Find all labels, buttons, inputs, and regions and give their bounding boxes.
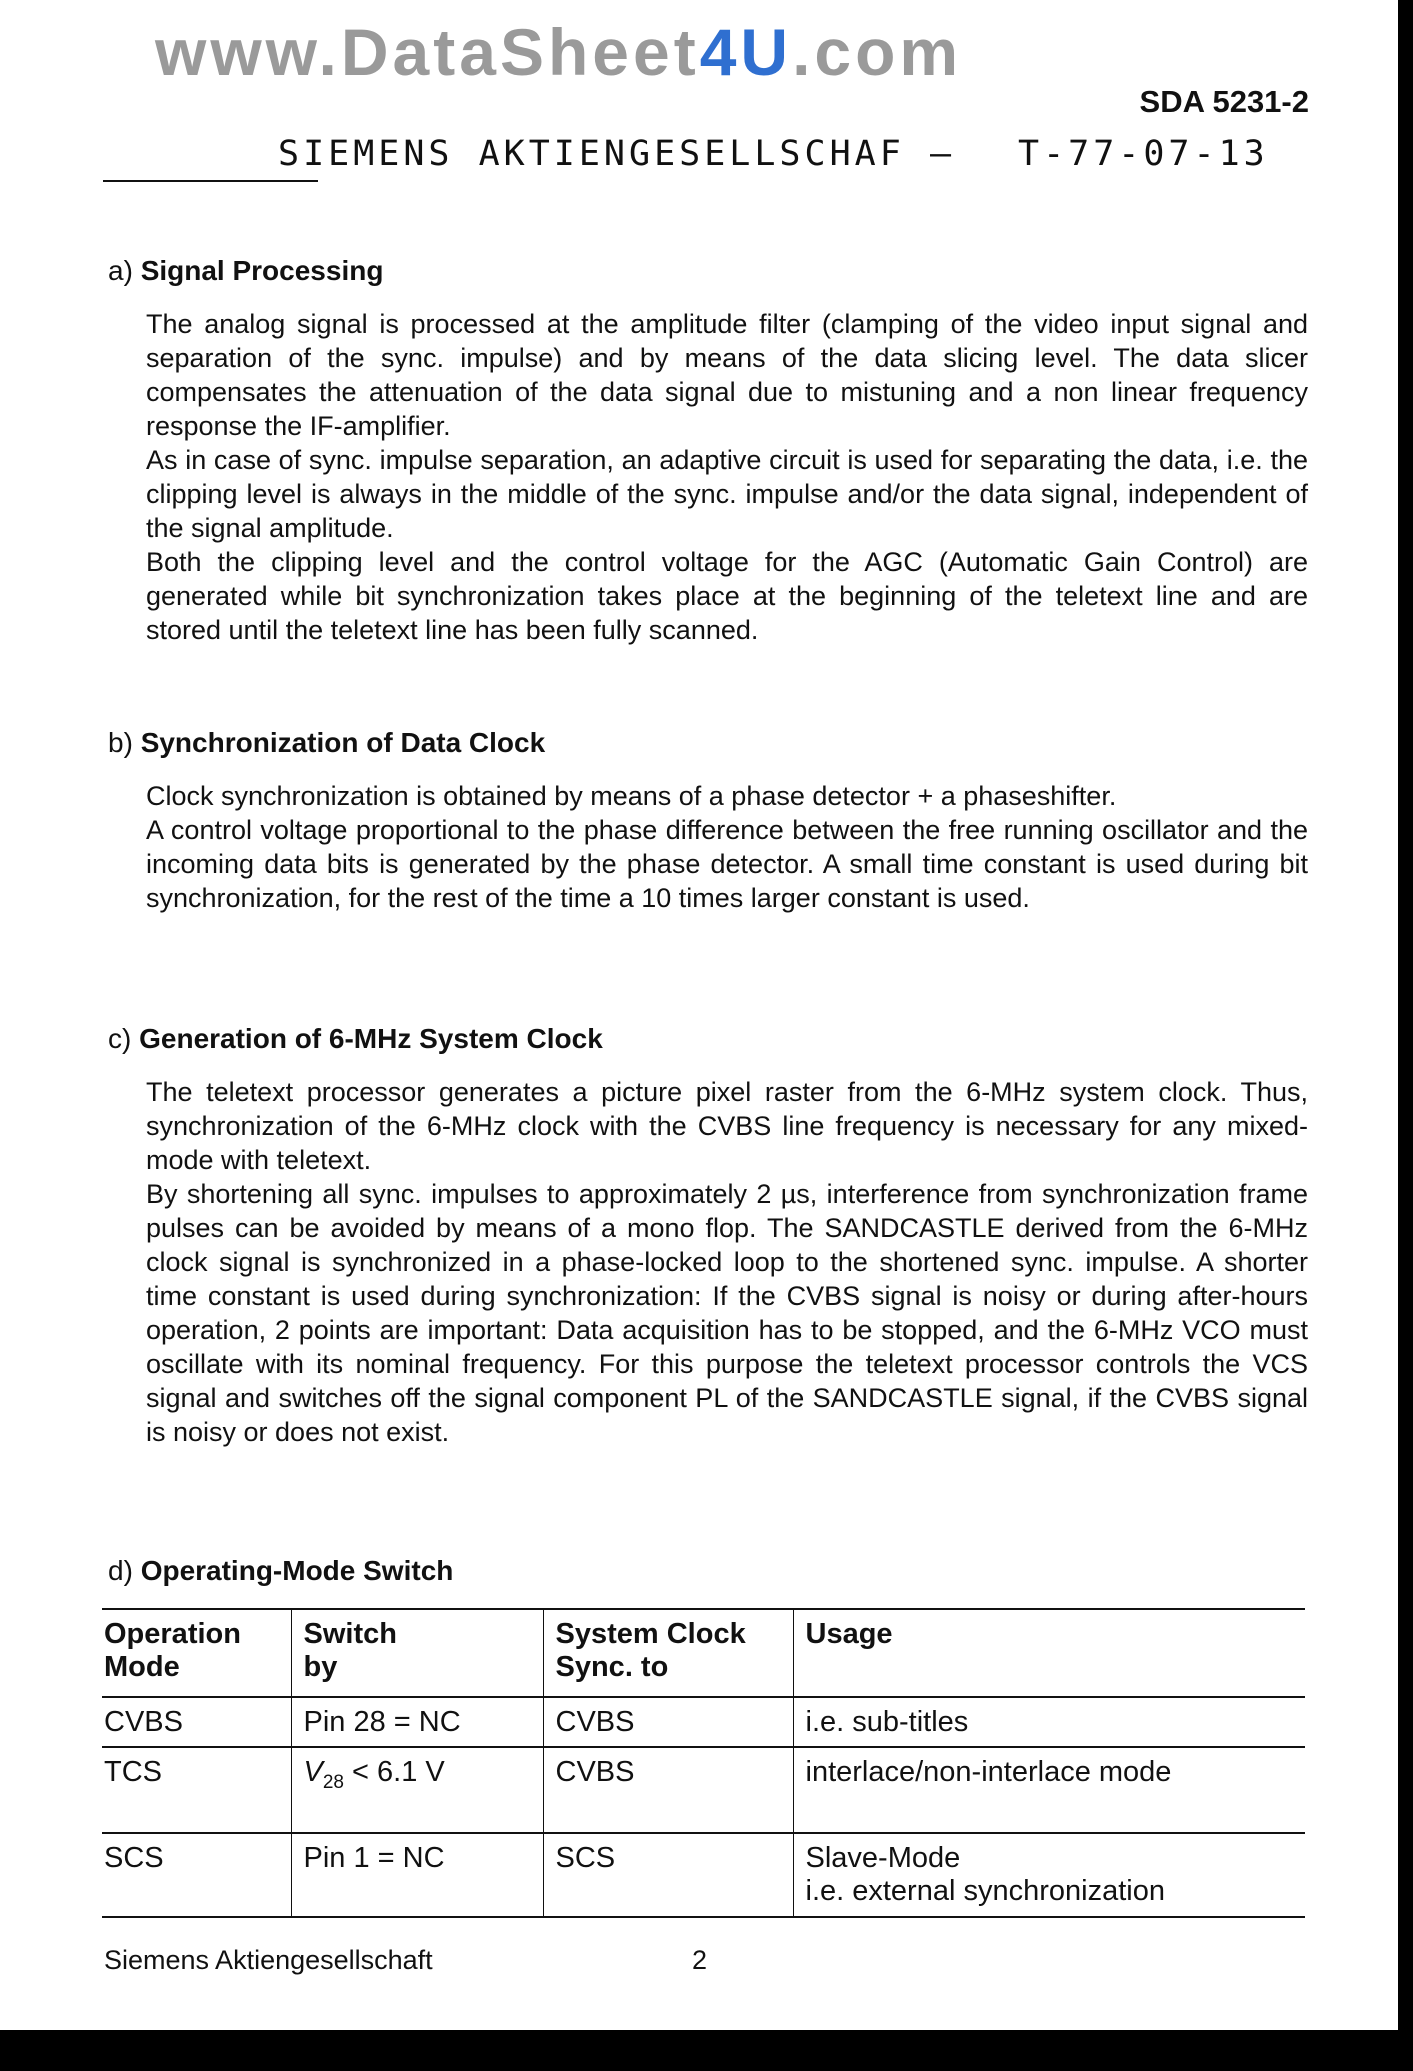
- table-cell: CVBS: [543, 1697, 793, 1747]
- operating-mode-table: [102, 1608, 1305, 1918]
- table-header-row: [102, 1609, 1305, 1697]
- footer-company: Siemens Aktiengesellschaft: [104, 1945, 433, 1975]
- table-cell: interlace/non-interlace mode: [793, 1747, 1305, 1833]
- header-system-clock: System Clock Sync. to: [543, 1609, 793, 1697]
- table-cell: Pin 1 = NC: [291, 1833, 543, 1917]
- table-cell: CVBS: [543, 1747, 793, 1833]
- section-operating-mode: [108, 1555, 1308, 1607]
- scan-edge-right: [1398, 0, 1413, 2071]
- paragraph: Clock synchronization is obtained by means of a phase detector + a phaseshifter.: [146, 781, 1117, 811]
- table-cell: $V_{28} < 6.1$ V: [291, 1747, 543, 1833]
- scan-edge-bottom: [0, 2030, 1413, 2071]
- section-system-clock: [108, 1023, 1308, 1449]
- table-row: [102, 1747, 1305, 1833]
- section-heading: d) Operating-Mode Switch: [108, 1555, 454, 1586]
- table-row: [102, 1833, 1305, 1917]
- paragraph: As in case of sync. impulse separation, an adaptive circuit is used for separating the data, i.e. the clipping level is always in the middle of the sync. impulse and/or the data signal, independent of the signal amplitude.: [146, 445, 1308, 543]
- paragraph: A control voltage proportional to the phase difference between the free running oscillator and the incoming data bits is generated by the phase detector. A small time constant is used during bit synchronization, for the rest of the time a 10 times larger constant is used.: [146, 815, 1308, 913]
- table-cell: i.e. sub-titles: [793, 1697, 1305, 1747]
- section-heading: c) Generation of 6-MHz System Clock: [108, 1023, 603, 1054]
- paragraph: By shortening all sync. impulses to approximately 2 µs, interference from synchronization frame pulses can be avoided by means of a mono flop. The SANDCASTLE derived from the 6-MHz clock signal is synchronized in a phase-locked loop to the shortened sync. impulse. A shorter time constant is used during synchronization: If the CVBS signal is noisy or during after-hours operation, 2 points are important: Data acquisition has to be stopped, and the 6-MHz VCO must oscillate with its nominal frequency. For this purpose the teletext processor controls the VCS signal and switches off the signal component PL of the SANDCASTLE signal, if the CVBS signal is noisy or does not exist.: [146, 1179, 1308, 1447]
- page-number: 2: [692, 1945, 708, 1975]
- watermark: www.DataSheet4U.com: [155, 15, 963, 89]
- header-usage: Usage: [793, 1609, 1305, 1697]
- handwritten-dash: —: [930, 134, 956, 174]
- paragraph: The teletext processor generates a picture pixel raster from the 6-MHz system clock. Thus, synchronization of the 6-MHz clock with the CVBS line frequency is necessary for any mixed-mode with teletext.: [146, 1077, 1308, 1175]
- table-cell: Pin 28 = NC: [291, 1697, 543, 1747]
- header-rule: [103, 180, 318, 182]
- table-cell: CVBS: [102, 1697, 291, 1747]
- paragraph: Both the clipping level and the control voltage for the AGC (Automatic Gain Control) are generated while bit synchronization takes place at the beginning of the teletext line and are stored until the teletext line has been fully scanned.: [146, 547, 1308, 645]
- table-cell: TCS: [102, 1747, 291, 1833]
- table-cell: Slave-Mode i.e. external synchronization: [793, 1833, 1305, 1917]
- section-data-clock: [108, 727, 1308, 915]
- handwritten-code: T-77-07-13: [1018, 134, 1269, 174]
- section-signal-processing: [108, 255, 1308, 647]
- handwritten-company: SIEMENS AKTIENGESELLSCHAF: [278, 134, 905, 174]
- document-id: SDA 5231-2: [1139, 84, 1309, 119]
- header-operation-mode: Operation Mode: [102, 1609, 291, 1697]
- table-cell: SCS: [543, 1833, 793, 1917]
- table-row: [102, 1697, 1305, 1747]
- table-cell: SCS: [102, 1833, 291, 1917]
- header-switch-by: Switch by: [291, 1609, 543, 1697]
- section-heading: a) Signal Processing: [108, 255, 384, 286]
- paragraph: The analog signal is processed at the amplitude filter (clamping of the video input signal and separation of the sync. impulse) and by means of the data slicing level. The data slicer compensates the attenuation of the data signal due to mistuning and a non linear frequency response the IF-amplifier.: [146, 309, 1308, 441]
- section-heading: b) Synchronization of Data Clock: [108, 727, 546, 758]
